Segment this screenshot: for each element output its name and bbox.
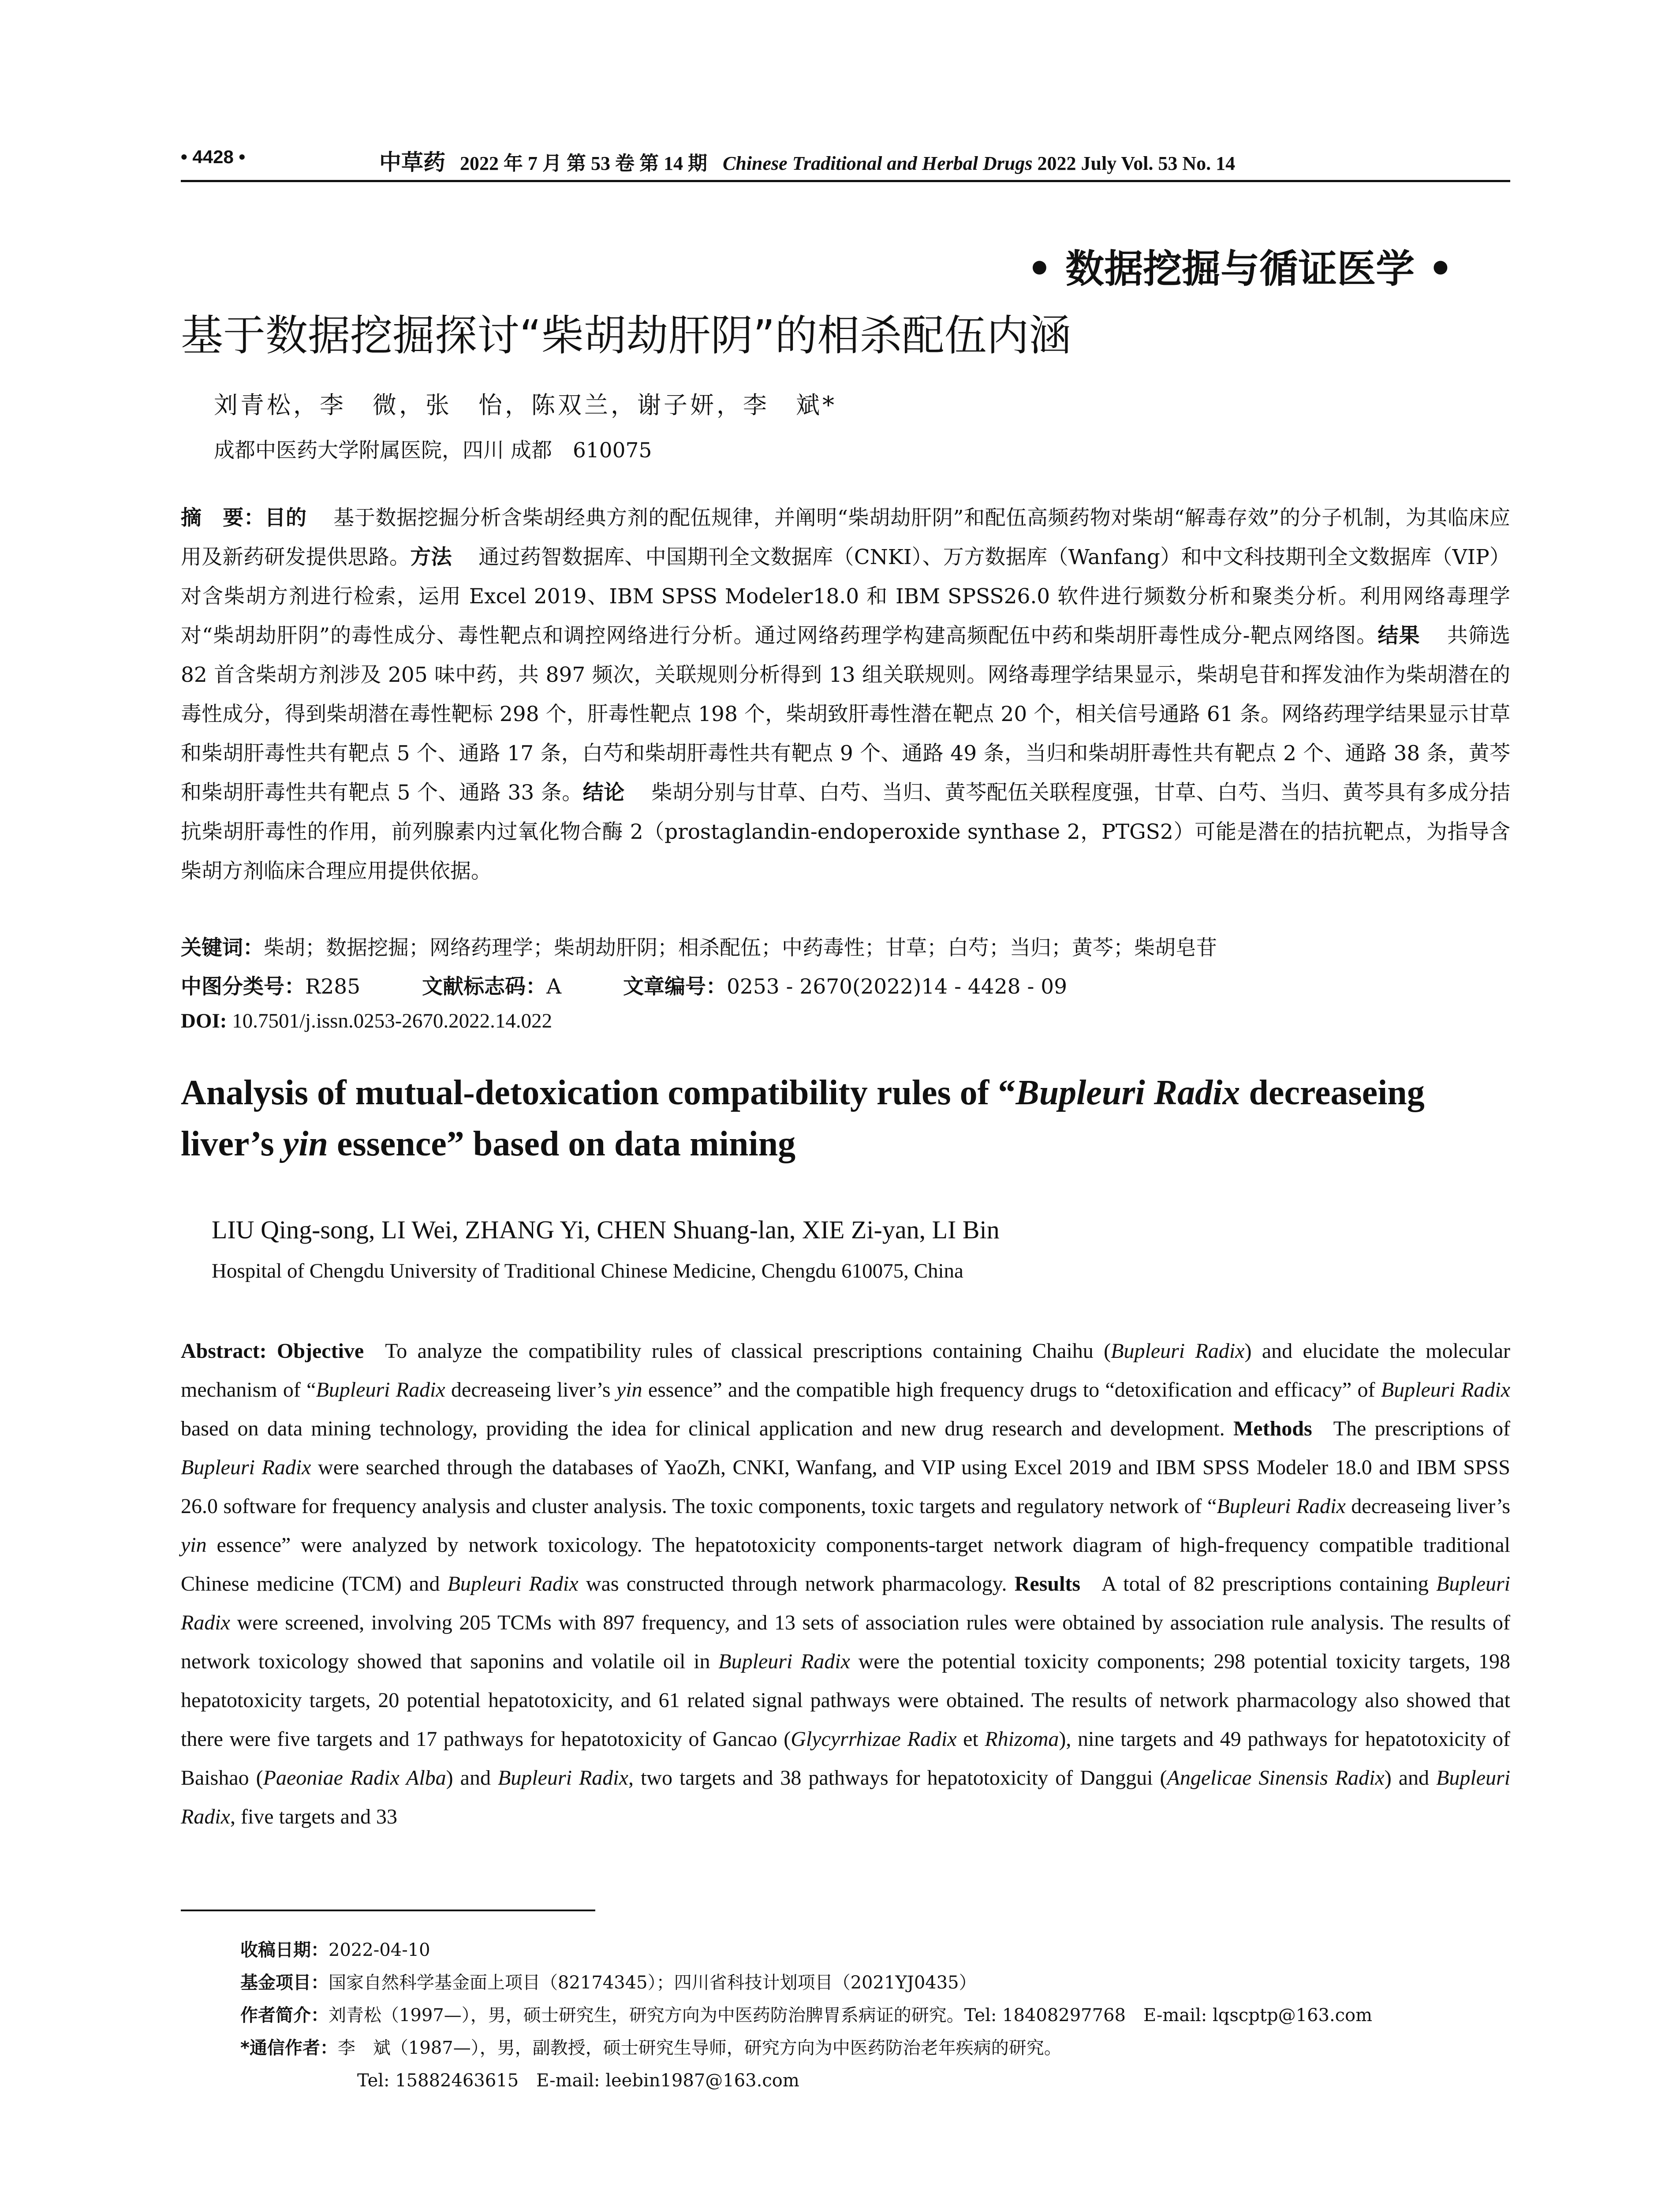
received-date: 2022-04-10 — [329, 1940, 430, 1960]
cn-keywords — [181, 931, 1217, 961]
article-no-label: 文章编号： — [623, 975, 727, 999]
doi-label: DOI: — [181, 1009, 227, 1032]
footnote-received — [240, 1934, 1510, 1966]
en-abstract: Abstract: Objective To analyze the compatibility rules of classical prescriptions containing Chaihu (Bupleuri Radix) and elucidate the molecular mechanism of “Bupleuri Radix decreaseing liver’s yin essence” and the compatible high frequency drugs to “detoxification and efficacy” of Bupleuri Radix based on data mining technology, providing the idea for clinical application and new drug research and development. Methods The prescriptions of Bupleuri Radix were searched through the databases of YaoZh, CNKI, Wanfang, and VIP using Excel 2019 and IBM SPSS Modeler 18.0 and IBM SPSS 26.0 software for frequency analysis and cluster analysis. The toxic components, toxic targets and regulatory network of “Bupleuri Radix decreaseing liver’s yin essence” were analyzed by network toxicology. The hepatotoxicity components-target network diagram of high-frequency compatible traditional Chinese medicine (TCM) and Bupleuri Radix was constructed through network pharmacology. Results A total of 82 prescriptions containing Bupleuri Radix were screened, involving 205 TCMs with 897 frequency, and 13 sets of association rules were obtained by association rule analysis. The results of network toxicology showed that saponins and volatile oil in Bupleuri Radix were the potential toxicity components; 298 potential toxicity targets, 198 hepatotoxicity targets, 20 potential hepatotoxicity, and 61 related signal pathways were obtained. The results of network pharmacology also showed that there were five targets and 17 pathways for hepatotoxicity of Gancao (Glycyrrhizae Radix et Rhizoma), nine targets and 49 pathways for hepatotoxicity of Baishao (Paeoniae Radix Alba) and Bupleuri Radix, two targets and 38 pathways for hepatotoxicity of Danggui (Angelicae Sinensis Radix) and Bupleuri Radix, five targets and 33 — [181, 1339, 1511, 1828]
en-title-italic1: Bupleuri Radix — [1015, 1073, 1240, 1112]
cn-abstract — [181, 498, 1510, 891]
cn-results-label: 结果 — [1378, 624, 1420, 648]
cn-methods-label: 方法 — [410, 545, 452, 569]
en-authors: LIU Qing-song, LI Wei, ZHANG Yi, CHEN Shuang-lan, XIE Zi-yan, LI Bin — [212, 1215, 1000, 1244]
en-title-part3: essence” based on data mining — [328, 1125, 796, 1163]
cn-authors: 刘青松，李 微，张 怡，陈双兰，谢子妍，李 斌* — [214, 391, 837, 419]
clc-value: R285 — [305, 975, 361, 999]
cn-doi — [181, 1009, 552, 1033]
author-bio-text: 刘青松（1997—），男，硕士研究生，研究方向为中医药防治脾胃系病证的研究。Tel: 18408297768 E-mail: lqscptp@163.com — [329, 2005, 1373, 2026]
cn-classification — [181, 970, 1067, 1000]
en-affiliation: Hospital of Chengdu University of Traditional Chinese Medicine, Chengdu 610075, China — [212, 1259, 963, 1282]
footnote-rule — [181, 1910, 595, 1911]
keywords-label: 关键词： — [181, 936, 264, 960]
paper-page — [181, 0, 1510, 2205]
column-label: • 数据挖掘与循证医学 • — [1027, 246, 1453, 292]
fund-label: 基金项目： — [240, 1973, 329, 1993]
doc-code-label: 文献标志码： — [422, 975, 547, 999]
cn-conclusion-label: 结论 — [582, 781, 625, 805]
cn-methods-text: 通过药智数据库、中国期刊全文数据库（CNKI）、万方数据库（Wanfang）和中文科技期刊全文数据库（VIP）对含柴胡方剂进行检索，运用 Excel 2019、IBM SPSS Modeler18.0 和 IBM SPSS26.0 软件进行频数分析和聚类分析。利用网络毒理学对“柴胡劫肝阴”的毒性成分、毒性靶点和调控网络进行分析。通过网络药理学构建高频配伍中药和柴胡肝毒性成分-靶点网络图。 — [181, 545, 1510, 648]
footnote-corresponding-contact: Tel: 15882463615 E-mail: leebin1987@163.com — [357, 2070, 799, 2091]
cn-results-text: 共筛选 82 首含柴胡方剂涉及 205 味中药，共 897 频次，关联规则分析得到 13 组关联规则。网络毒理学结果显示，柴胡皂苷和挥发油作为柴胡潜在的毒性成分，得到柴胡潜在毒性靶标 298 个，肝毒性靶点 198 个，柴胡致肝毒性潜在靶点 20 个，相关信号通路 61 条。网络药理学结果显示甘草和柴胡肝毒性共有靶点 5 个、通路 17 条，白芍和柴胡肝毒性共有靶点 9 个、通路 49 条，当归和柴胡肝毒性共有靶点 2 个、通路 38 条，黄芩和柴胡肝毒性共有靶点 5 个、通路 33 条。 — [181, 624, 1511, 805]
footnotes — [240, 1934, 1510, 2097]
running-header — [181, 140, 1510, 182]
journal-name-cn: 中草药 — [379, 150, 445, 175]
en-objective-label: Abstract: Objective — [181, 1339, 364, 1363]
doi-value: 10.7501/j.issn.0253-2670.2022.14.022 — [232, 1009, 553, 1032]
journal-name-en: Chinese Traditional and Herbal Drugs — [723, 153, 1033, 174]
en-methods-label: Methods — [1233, 1417, 1312, 1440]
footnote-corresponding — [240, 2032, 1510, 2064]
en-title-part2: decreaseing liver’s — [181, 1073, 1425, 1163]
issue-info-en: 2022 July Vol. 53 No. 14 — [1037, 153, 1236, 174]
author-bio-label: 作者简介： — [240, 2005, 329, 2026]
en-title-italic2: yin — [283, 1125, 328, 1163]
cn-title: 基于数据挖掘探讨“柴胡劫肝阴”的相杀配伍内涵 — [181, 311, 1071, 360]
page-number: • 4428 • — [181, 146, 246, 167]
cn-abstract-label: 摘 要： — [181, 506, 265, 530]
journal-issue-line — [379, 145, 1235, 176]
cn-objective-label: 目的 — [265, 506, 307, 530]
cn-conclusion-text: 柴胡分别与甘草、白芍、当归、黄芩配伍关联程度强，甘草、白芍、当归、黄芩具有多成分拮抗柴胡肝毒性的作用，前列腺素内过氧化物合酶 2（prostaglandin-endoperoxide synthase 2，PTGS2）可能是潜在的拮抗靶点，为指导含柴胡方剂临床合理应用提供依据。 — [181, 781, 1511, 883]
cn-affiliation: 成都中医药大学附属医院，四川 成都 610075 — [214, 438, 652, 463]
fund-text: 国家自然科学基金面上项目（82174345）；四川省科技计划项目（2021YJ0435） — [329, 1973, 977, 1993]
article-no-value: 0253 - 2670(2022)14 - 4428 - 09 — [727, 975, 1068, 999]
en-title-part1: Analysis of mutual-detoxication compatibility rules of “ — [181, 1073, 1016, 1112]
en-title — [181, 1067, 1510, 1170]
corresponding-text: 李 斌（1987—），男，副教授，硕士研究生导师，研究方向为中医药防治老年疾病的研究。 — [337, 2038, 1062, 2058]
cn-objective-text: 基于数据挖掘分析含柴胡经典方剂的配伍规律，并阐明“柴胡劫肝阴”和配伍高频药物对柴胡“解毒存效”的分子机制，为其临床应用及新药研发提供思路。 — [181, 506, 1511, 569]
en-results-label: Results — [1014, 1572, 1081, 1596]
footnote-fund — [240, 1966, 1510, 1999]
doc-code-value: A — [546, 975, 562, 999]
keywords-text: 柴胡；数据挖掘；网络药理学；柴胡劫肝阴；相杀配伍；中药毒性；甘草；白芍；当归；黄芩；柴胡皂苷 — [264, 936, 1217, 960]
corresponding-label: *通信作者： — [240, 2038, 338, 2058]
received-label: 收稿日期： — [240, 1940, 329, 1960]
issue-info-cn: 2022 年 7 月 第 53 卷 第 14 期 — [460, 153, 707, 174]
clc-label: 中图分类号： — [181, 975, 305, 999]
footnote-author — [240, 1999, 1510, 2032]
